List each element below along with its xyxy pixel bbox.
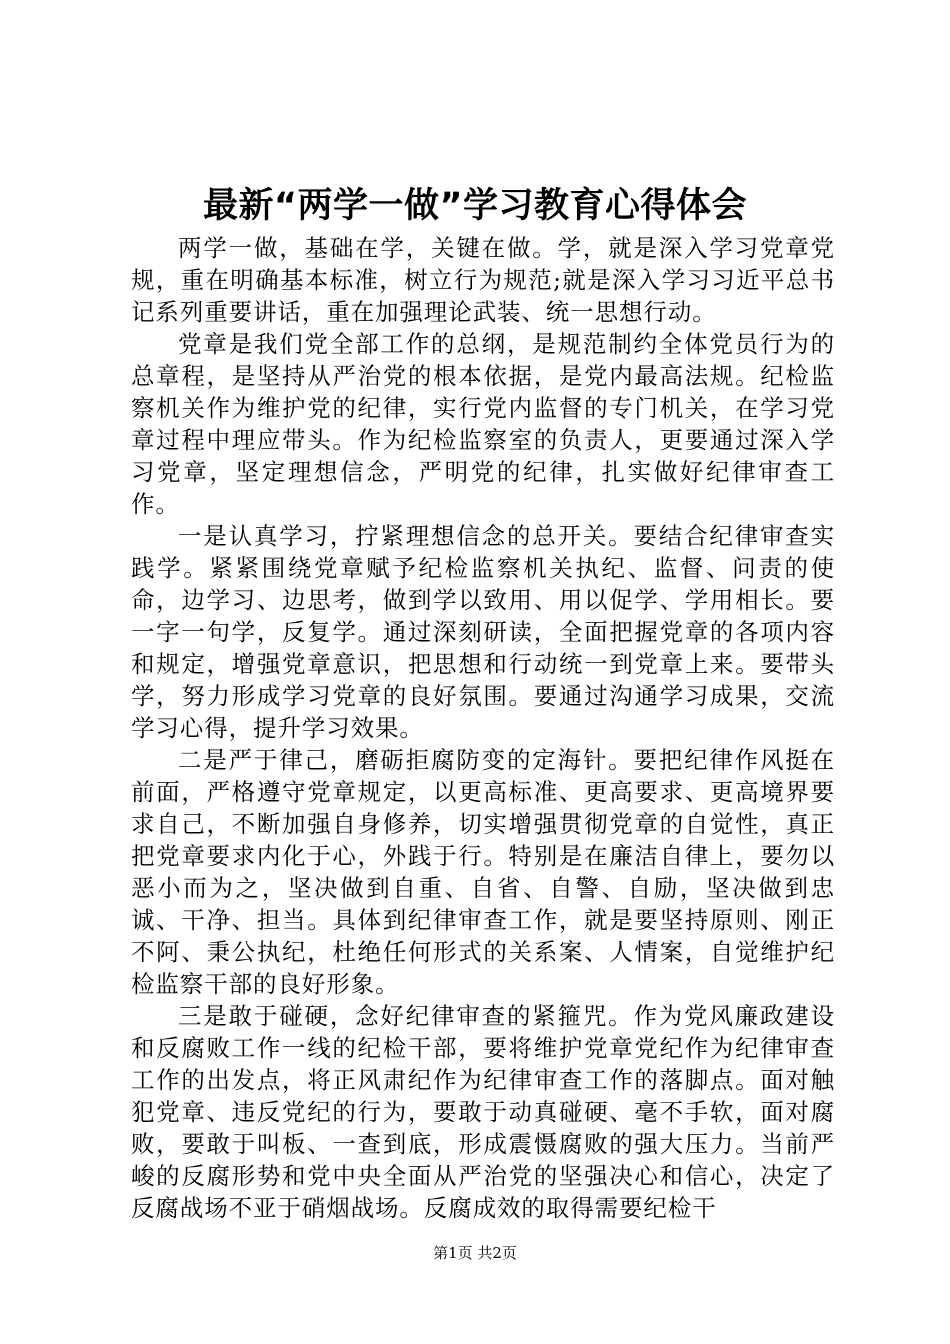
page-footer: 第1页 共2页 [433,1244,517,1262]
paragraph-point-one: 一是认真学习，拧紧理想信念的总开关。要结合纪律审查实践学。紧紧围绕党章赋予纪检监察机关执纪、监督、问责的使命，边学习、边思考，做到学以致用、用以促学、学用相长。要一字一句学，反复学。通过深刻研读，全面把握党章的各项内容和规定，增强党章意识，把思想和行动统一到党章上来。要带头学，努力形成学习党章的良好氛围。要通过沟通学习成果，交流学习心得，提升学习效果。 [131,522,835,742]
paragraph-party-constitution: 党章是我们党全部工作的总纲，是规范制约全体党员行为的总章程，是坚持从严治党的根本依据，是党内最高法规。纪检监察机关作为维护党的纪律，实行党内监督的专门机关，在学习党章过程中理应带头。作为纪检监察室的负责人，更要通过深入学习党章，坚定理想信念，严明党的纪律，扎实做好纪律审查工作。 [131,330,835,518]
paragraph-intro: 两学一做，基础在学，关键在做。学，就是深入学习党章党规，重在明确基本标准，树立行为规范;就是深入学习习近平总书记系列重要讲话，重在加强理论武装、统一思想行动。 [131,234,835,326]
document-title: 最新“两学一做”学习教育心得体会 [202,186,747,226]
document-body [131,232,835,1224]
paragraph-point-three: 三是敢于碰硬，念好纪律审查的紧箍咒。作为党风廉政建设和反腐败工作一线的纪检干部，要将维护党章党纪作为纪律审查工作的出发点，将正风肃纪作为纪律审查工作的落脚点。面对触犯党章、违反党纪的行为，要敢于动真碰硬、毫不手软，面对腐败，要敢于叫板、一查到底，形成震慑腐败的强大压力。当前严峻的反腐形势和党中央全面从严治党的坚强决心和信心，决定了反腐战场不亚于硝烟战场。反腐成效的取得需要纪检干 [131,1002,835,1222]
paragraph-point-two: 二是严于律己，磨砺拒腐防变的定海针。要把纪律作风挺在前面，严格遵守党章规定，以更高标准、更高要求、更高境界要求自己，不断加强自身修养，切实增强贯彻党章的自觉性，真正把党章要求内化于心，外践于行。特别是在廉洁自律上，要勿以恶小而为之，坚决做到自重、自省、自警、自励，坚决做到忠诚、干净、担当。具体到纪律审查工作，就是要坚持原则、刚正不阿、秉公执纪，杜绝任何形式的关系案、人情案，自觉维护纪检监察干部的良好形象。 [131,746,835,998]
